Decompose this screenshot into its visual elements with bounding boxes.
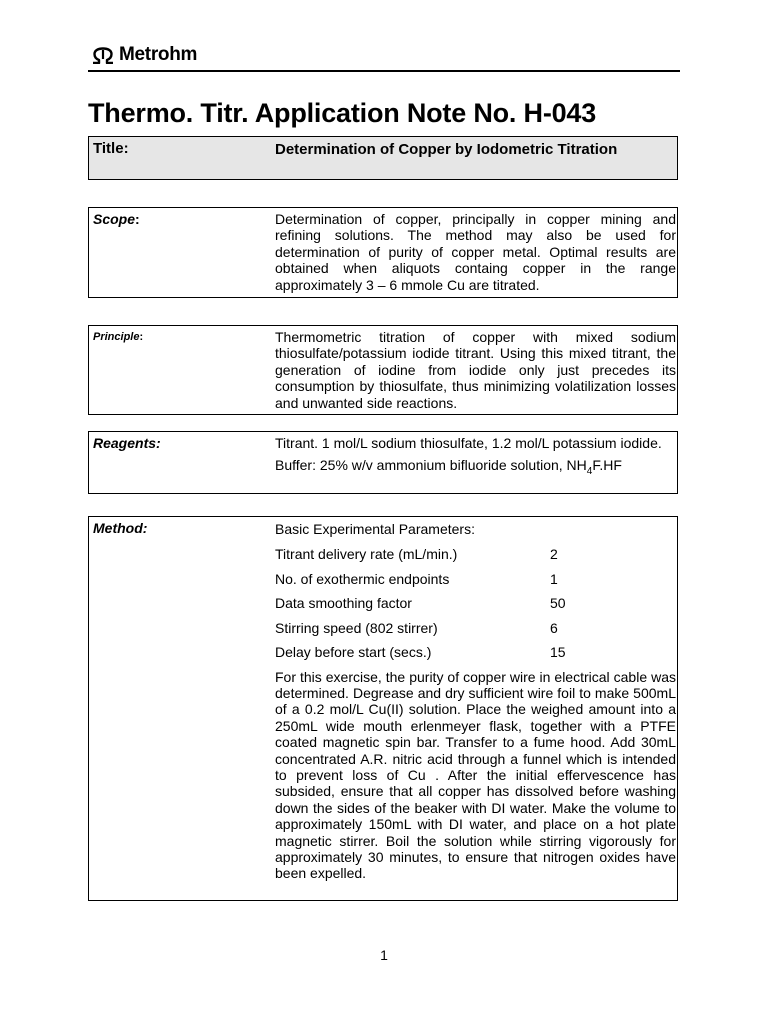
buffer-subscript: 4 bbox=[586, 466, 593, 478]
buffer-prefix: Buffer: 25% w/v ammonium bifluoride solution, NH bbox=[275, 457, 587, 474]
param-name: Data smoothing factor bbox=[275, 595, 412, 612]
scope-label-text: Scope bbox=[93, 211, 136, 227]
principle-label bbox=[93, 331, 143, 343]
principle-label-colon: : bbox=[139, 331, 144, 343]
param-name: Delay before start (secs.) bbox=[275, 644, 432, 661]
principle-text: Thermometric titration of copper with mixed sodium thiosulfate/potassium iodide titrant. Using this mixed titrant, the generation of iodine from iodide only just precedes its consumption by thiosulfate, thus minimizing volatilization losses and unwanted side reactions. bbox=[275, 329, 676, 411]
scope-text: Determination of copper, principally in copper mining and refining solutions. The method may also be used for determination of purity of copper metal. Optimal results are obtained when aliquots containg copper in the range approximately 3 – 6 mmole Cu are titrated. bbox=[275, 211, 676, 293]
params-list bbox=[275, 542, 676, 665]
page-title: Thermo. Titr. Application Note No. H-043 bbox=[88, 98, 597, 128]
param-value: 1 bbox=[550, 570, 558, 587]
param-name: Stirring speed (802 stirrer) bbox=[275, 619, 438, 636]
params-heading: Basic Experimental Parameters: bbox=[275, 521, 475, 538]
title-section bbox=[88, 136, 678, 180]
param-value: 15 bbox=[550, 644, 566, 661]
reagents-section bbox=[88, 431, 678, 494]
reagents-buffer bbox=[275, 457, 676, 480]
param-row bbox=[275, 567, 676, 592]
method-content bbox=[275, 517, 676, 882]
title-value: Determination of Copper by Iodometric Titration bbox=[275, 141, 618, 158]
param-row bbox=[275, 616, 676, 641]
omega-logo-icon bbox=[90, 46, 116, 64]
principle-label-text: Principle bbox=[93, 331, 140, 343]
method-label: Method: bbox=[93, 520, 148, 536]
method-section bbox=[88, 516, 678, 901]
scope-label bbox=[93, 211, 140, 227]
param-name: No. of exothermic endpoints bbox=[275, 570, 450, 587]
method-procedure: For this exercise, the purity of copper wire in electrical cable was determined. Degrease and dry sufficient wire foil to make 500mL of a 0.2 mol/L Cu(II) solution. Place the weighed amount into a 250mL wide mouth erlenmeyer flask, together with a PTFE coated magnetic spin bar. Transfer to a fume hood. Add 30mL concentrated A.R. nitric acid through a funnel which is intended to prevent loss of Cu . After the initial effervescence has subsided, ensure that all copper has dissolved before washing down the sides of the beaker with DI water. Make the volume to approximately 150mL with DI water, and place on a hot plate magnetic stirrer. Boil the solution while stirring vigorously for approximately 30 minutes, to ensure that nitrogen oxides have been expelled. bbox=[275, 668, 676, 882]
page-header bbox=[88, 40, 680, 72]
reagents-titrant: Titrant. 1 mol/L sodium thiosulfate, 1.2 mol/L potassium iodide. bbox=[275, 435, 662, 451]
buffer-suffix: F.HF bbox=[592, 457, 622, 474]
scope-label-colon: : bbox=[135, 211, 140, 227]
reagents-content bbox=[275, 435, 676, 481]
reagents-label: Reagents: bbox=[93, 435, 161, 451]
scope-section bbox=[88, 207, 678, 298]
brand-name: Metrohm bbox=[119, 44, 198, 65]
param-value: 2 bbox=[550, 546, 558, 563]
param-row bbox=[275, 542, 676, 567]
param-name: Titrant delivery rate (mL/min.) bbox=[275, 546, 458, 563]
page-number: 1 bbox=[380, 947, 388, 963]
param-row bbox=[275, 591, 676, 616]
title-label: Title: bbox=[93, 140, 129, 157]
param-value: 50 bbox=[550, 595, 566, 612]
brand-logo bbox=[90, 44, 197, 66]
param-value: 6 bbox=[550, 619, 558, 636]
param-row bbox=[275, 640, 676, 665]
principle-section bbox=[88, 325, 678, 415]
